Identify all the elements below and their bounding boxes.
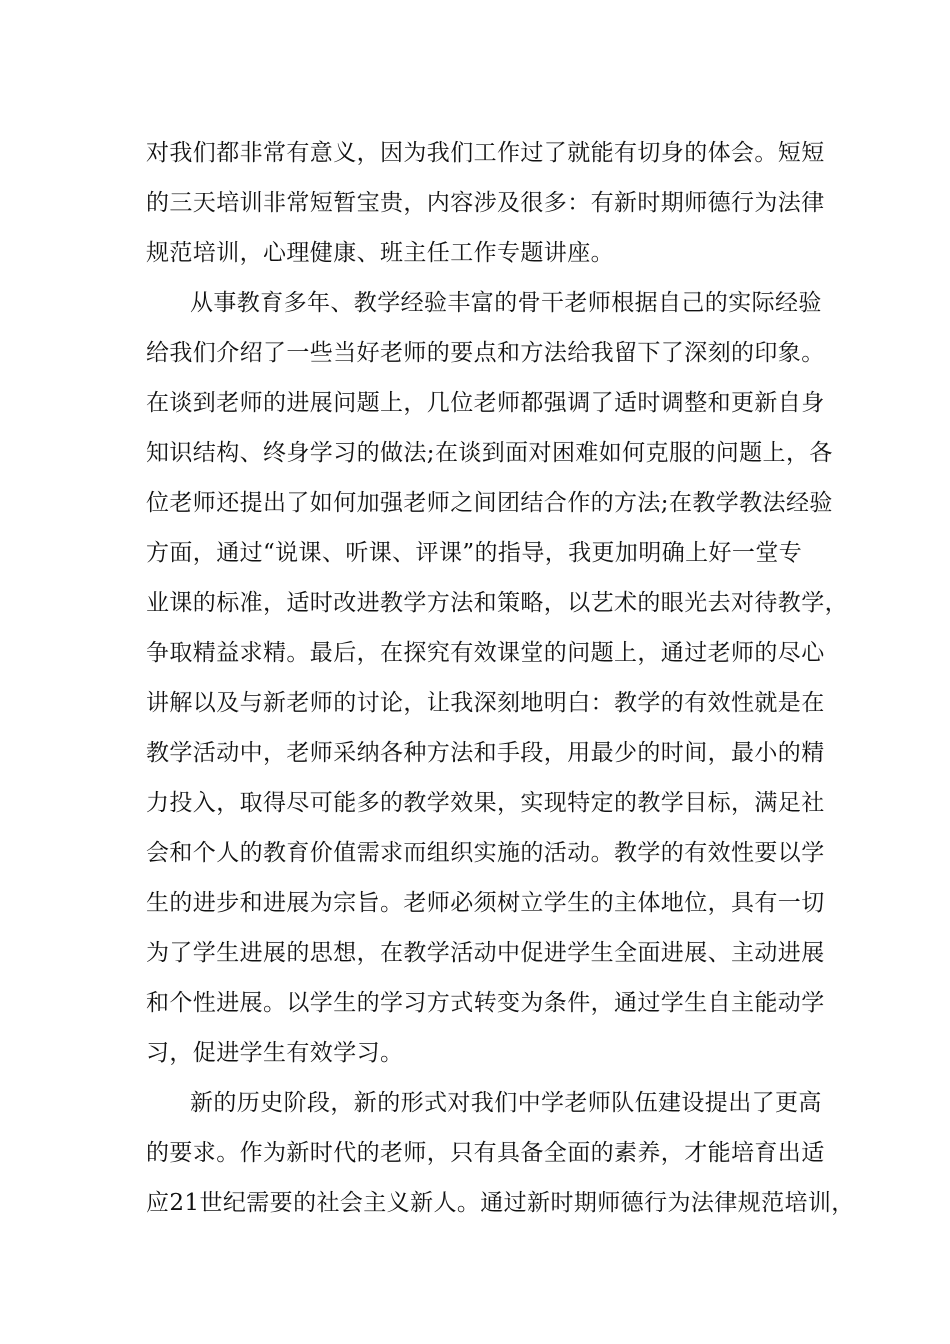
paragraph-start-line: 新的历史阶段，新的形式对我们中学老师队伍建设提出了更高: [190, 1090, 822, 1116]
text-line: 和个性进展。以学生的学习方式转变为条件，通过学生自主能动学: [146, 990, 825, 1016]
text-line: 讲解以及与新老师的讨论，让我深刻地明白：教学的有效性就是在: [146, 690, 825, 716]
text-line: 习，促进学生有效学习。: [146, 1040, 404, 1066]
text-line: 力投入，取得尽可能多的教学效果，实现特定的教学目标，满足社: [146, 790, 825, 816]
text-line: 的要求。作为新时代的老师，只有具备全面的素养，才能培育出适: [146, 1140, 825, 1166]
text-line: 的三天培训非常短暂宝贵，内容涉及很多：有新时期师德行为法律: [146, 190, 825, 216]
text-line: 知识结构、终身学习的做法;在谈到面对困难如何克服的问题上，各: [146, 440, 833, 466]
text-line: 对我们都非常有意义，因为我们工作过了就能有切身的体会。短短: [146, 140, 825, 166]
text-line: 会和个人的教育价值需求而组织实施的活动。教学的有效性要以学: [146, 840, 825, 866]
text-line: 生的进步和进展为宗旨。老师必须树立学生的主体地位，具有一切: [146, 890, 825, 916]
text-line: 教学活动中，老师采纳各种方法和手段，用最少的时间，最小的精: [146, 740, 825, 766]
text-line: 方面，通过“说课、听课、评课”的指导，我更加明确上好一堂专: [146, 540, 803, 566]
document-body: [146, 128, 855, 1228]
text-line: 在谈到老师的进展问题上，几位老师都强调了适时调整和更新自身: [146, 390, 825, 416]
paragraph-start-line: 从事教育多年、教学经验丰富的骨干老师根据自己的实际经验: [190, 290, 822, 316]
text-line: 应21世纪需要的社会主义新人。通过新时期师德行为法律规范培训，: [146, 1190, 855, 1216]
text-line: 给我们介绍了一些当好老师的要点和方法给我留下了深刻的印象。: [146, 340, 825, 366]
text-line: 业课的标准，适时改进教学方法和策略，以艺术的眼光去对待教学，: [146, 590, 848, 616]
text-line: 位老师还提出了如何加强老师之间团结合作的方法;在教学教法经验: [146, 490, 833, 516]
text-line: 争取精益求精。最后，在探究有效课堂的问题上，通过老师的尽心: [146, 640, 825, 666]
text-line: 为了学生进展的思想，在教学活动中促进学生全面进展、主动进展: [146, 940, 825, 966]
text-line: 规范培训，心理健康、班主任工作专题讲座。: [146, 240, 614, 266]
